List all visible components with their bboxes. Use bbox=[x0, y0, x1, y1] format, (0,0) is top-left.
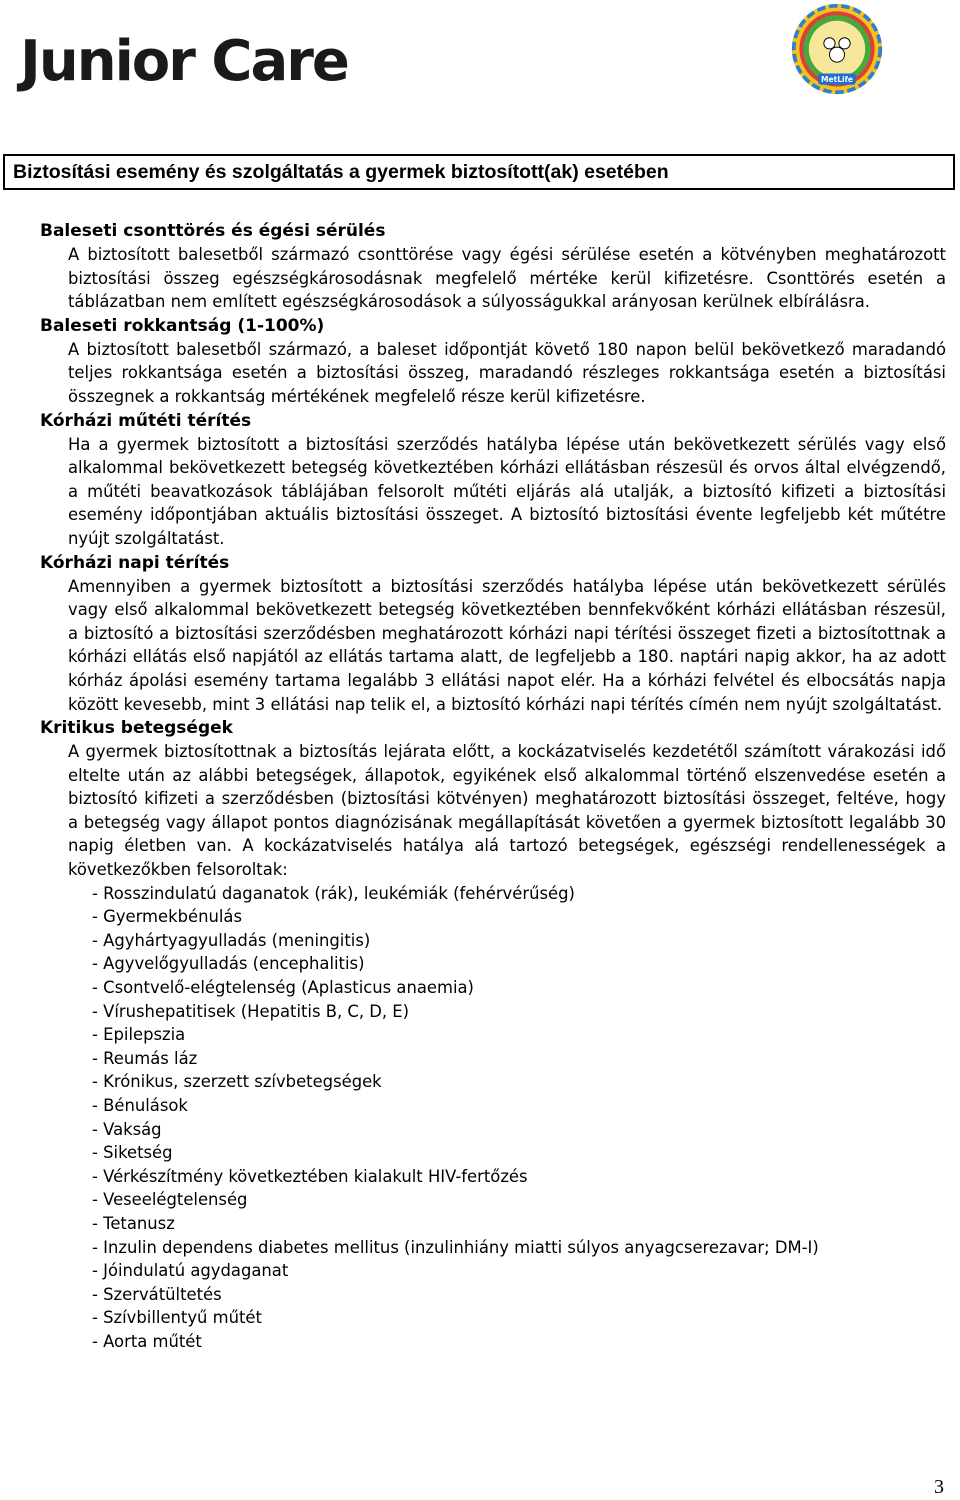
section-text: Amennyiben a gyermek biztosított a biztosítási szerződés hatályba lépése után bekövetkezett sérülés vagy első alkalommal bekövetkezett betegség következtében bennfekvőként kórházi ellátásban részesül, a biztosító a biztosítási szerződésben meghatározott kórházi napi térítési összeget fizeti a biztosítottnak a kórházi ellátás első napjától az ellátás tartama alatt, de legfeljebb a 180. naptári napig akkor, ha az adott kórház ápolási esemény tartama legalább 3 ellátási napot elér. Ha a kórházi felvétel és elbocsátás napja között kevesebb, mint 3 ellátási nap telik el, a biztosító kórházi napi térítés címén nem nyújt szolgáltatást. bbox=[68, 576, 946, 714]
page-number: 3 bbox=[934, 1476, 944, 1498]
list-item: - Szervátültetés bbox=[92, 1284, 222, 1304]
section-text: Ha a gyermek biztosított a biztosítási szerződés hatályba lépése után bekövetkezett sérülés vagy első alkalommal bekövetkezett betegség következtében kórházi ellátásban részesül és orvos által elvégzendő, a műtéti beavatkozások táblájában felsorolt műtéti eljárás alá utalják, a biztosító kifizeti a biztosítási esemény időpontjában aktuális biztosítási összeget. A biztosító biztosítási évente legfeljebb két műtétre nyújt szolgáltatást. bbox=[68, 434, 946, 548]
list-item: - Veseelégtelenség bbox=[92, 1190, 248, 1210]
page-title: Biztosítási esemény és szolgáltatás a gyermek biztosított(ak) esetében bbox=[3, 154, 955, 190]
section-heading: Baleseti rokkantság (1-100%) bbox=[40, 315, 325, 336]
list-item: - Vérkészítmény következtében kialakult HIV-fertőzés bbox=[92, 1166, 528, 1186]
list-item: - Gyermekbénulás bbox=[92, 907, 243, 927]
list-item: - Reumás láz bbox=[92, 1048, 198, 1068]
list-item: - Rosszindulatú daganatok (rák), leukémiák (fehérvérűség) bbox=[92, 883, 575, 903]
list-item: - Agyvelőgyulladás (encephalitis) bbox=[92, 954, 365, 974]
list-item: - Vakság bbox=[92, 1119, 162, 1139]
badge-label: MetLife bbox=[821, 74, 853, 84]
section-heading: Baleseti csonttörés és égési sérülés bbox=[40, 221, 386, 241]
section-heading: Kórházi napi térítés bbox=[40, 552, 230, 573]
list-item: - Tetanusz bbox=[92, 1213, 175, 1233]
document-body bbox=[40, 219, 946, 1354]
list-item: - Inzulin dependens diabetes mellitus (inzulinhiány miatti súlyos anyagcserezavar; DM-I) bbox=[92, 1237, 819, 1257]
list-item: - Csontvelő-elégtelenség (Aplasticus anaemia) bbox=[92, 978, 474, 998]
section-text: A biztosított balesetből származó, a baleset időpontját követő 180 napon belül bekövetkező maradandó teljes rokkantsága esetén a biztosítási összeg, maradandó részleges rokkantsága esetén a biztosítási összegnek a rokkantság mértékének megfelelő része kerül kifizetésre. bbox=[68, 339, 946, 406]
list-item: - Aorta műtét bbox=[92, 1331, 202, 1351]
list-item: - Agyhártyagyulladás (meningitis) bbox=[92, 930, 371, 950]
junior-care-badge-logo bbox=[790, 2, 884, 96]
list-item: - Bénulások bbox=[92, 1096, 188, 1115]
list-item: - Siketség bbox=[92, 1143, 173, 1163]
list-item: - Epilepszia bbox=[92, 1025, 186, 1045]
list-item: - Vírushepatitisek (Hepatitis B, C, D, E) bbox=[92, 1001, 410, 1021]
list-item: - Jóindulatú agydaganat bbox=[92, 1261, 289, 1281]
section-text: A biztosított balesetből származó csonttörése vagy égési sérülése esetén a kötvényben meghatározott biztosítási összeg egészségkárosodásnak megfelelő mértéke kerül kifizetésre. Csonttörés esetén a táblázatban nem említett egészségkárosodások a súlyosságukkal arányosan kerülnek elbírálásra. bbox=[68, 245, 946, 312]
list-item: - Krónikus, szerzett szívbetegségek bbox=[92, 1072, 382, 1092]
section-heading: Kritikus betegségek bbox=[40, 718, 233, 739]
brand-logo: Junior Care bbox=[20, 29, 348, 94]
section-text: A gyermek biztosítottnak a biztosítás lejárata előtt, a kockázatviselés kezdetétől számított várakozási idő eltelte után az alábbi betegségek, állapotok, egyikének első alkalommal történő elszenvedése esetén a biztosító kifizeti a szerződésben (biztosítási kötvényen) meghatározott biztosítási összeget, feltéve, hogy a betegség vagy állapot pontos diagnózisának megállapítását követően a gyermek biztosított legalább 30 napig életben van. A kockázatviselés hatálya alá tartozó betegségek, egészségi rendellenességek a következőkben felsoroltak: bbox=[68, 742, 946, 880]
critical-illness-list bbox=[92, 882, 946, 1354]
section-heading: Kórházi műtéti térítés bbox=[40, 410, 252, 431]
list-item: - Szívbillentyű műtét bbox=[92, 1308, 262, 1328]
